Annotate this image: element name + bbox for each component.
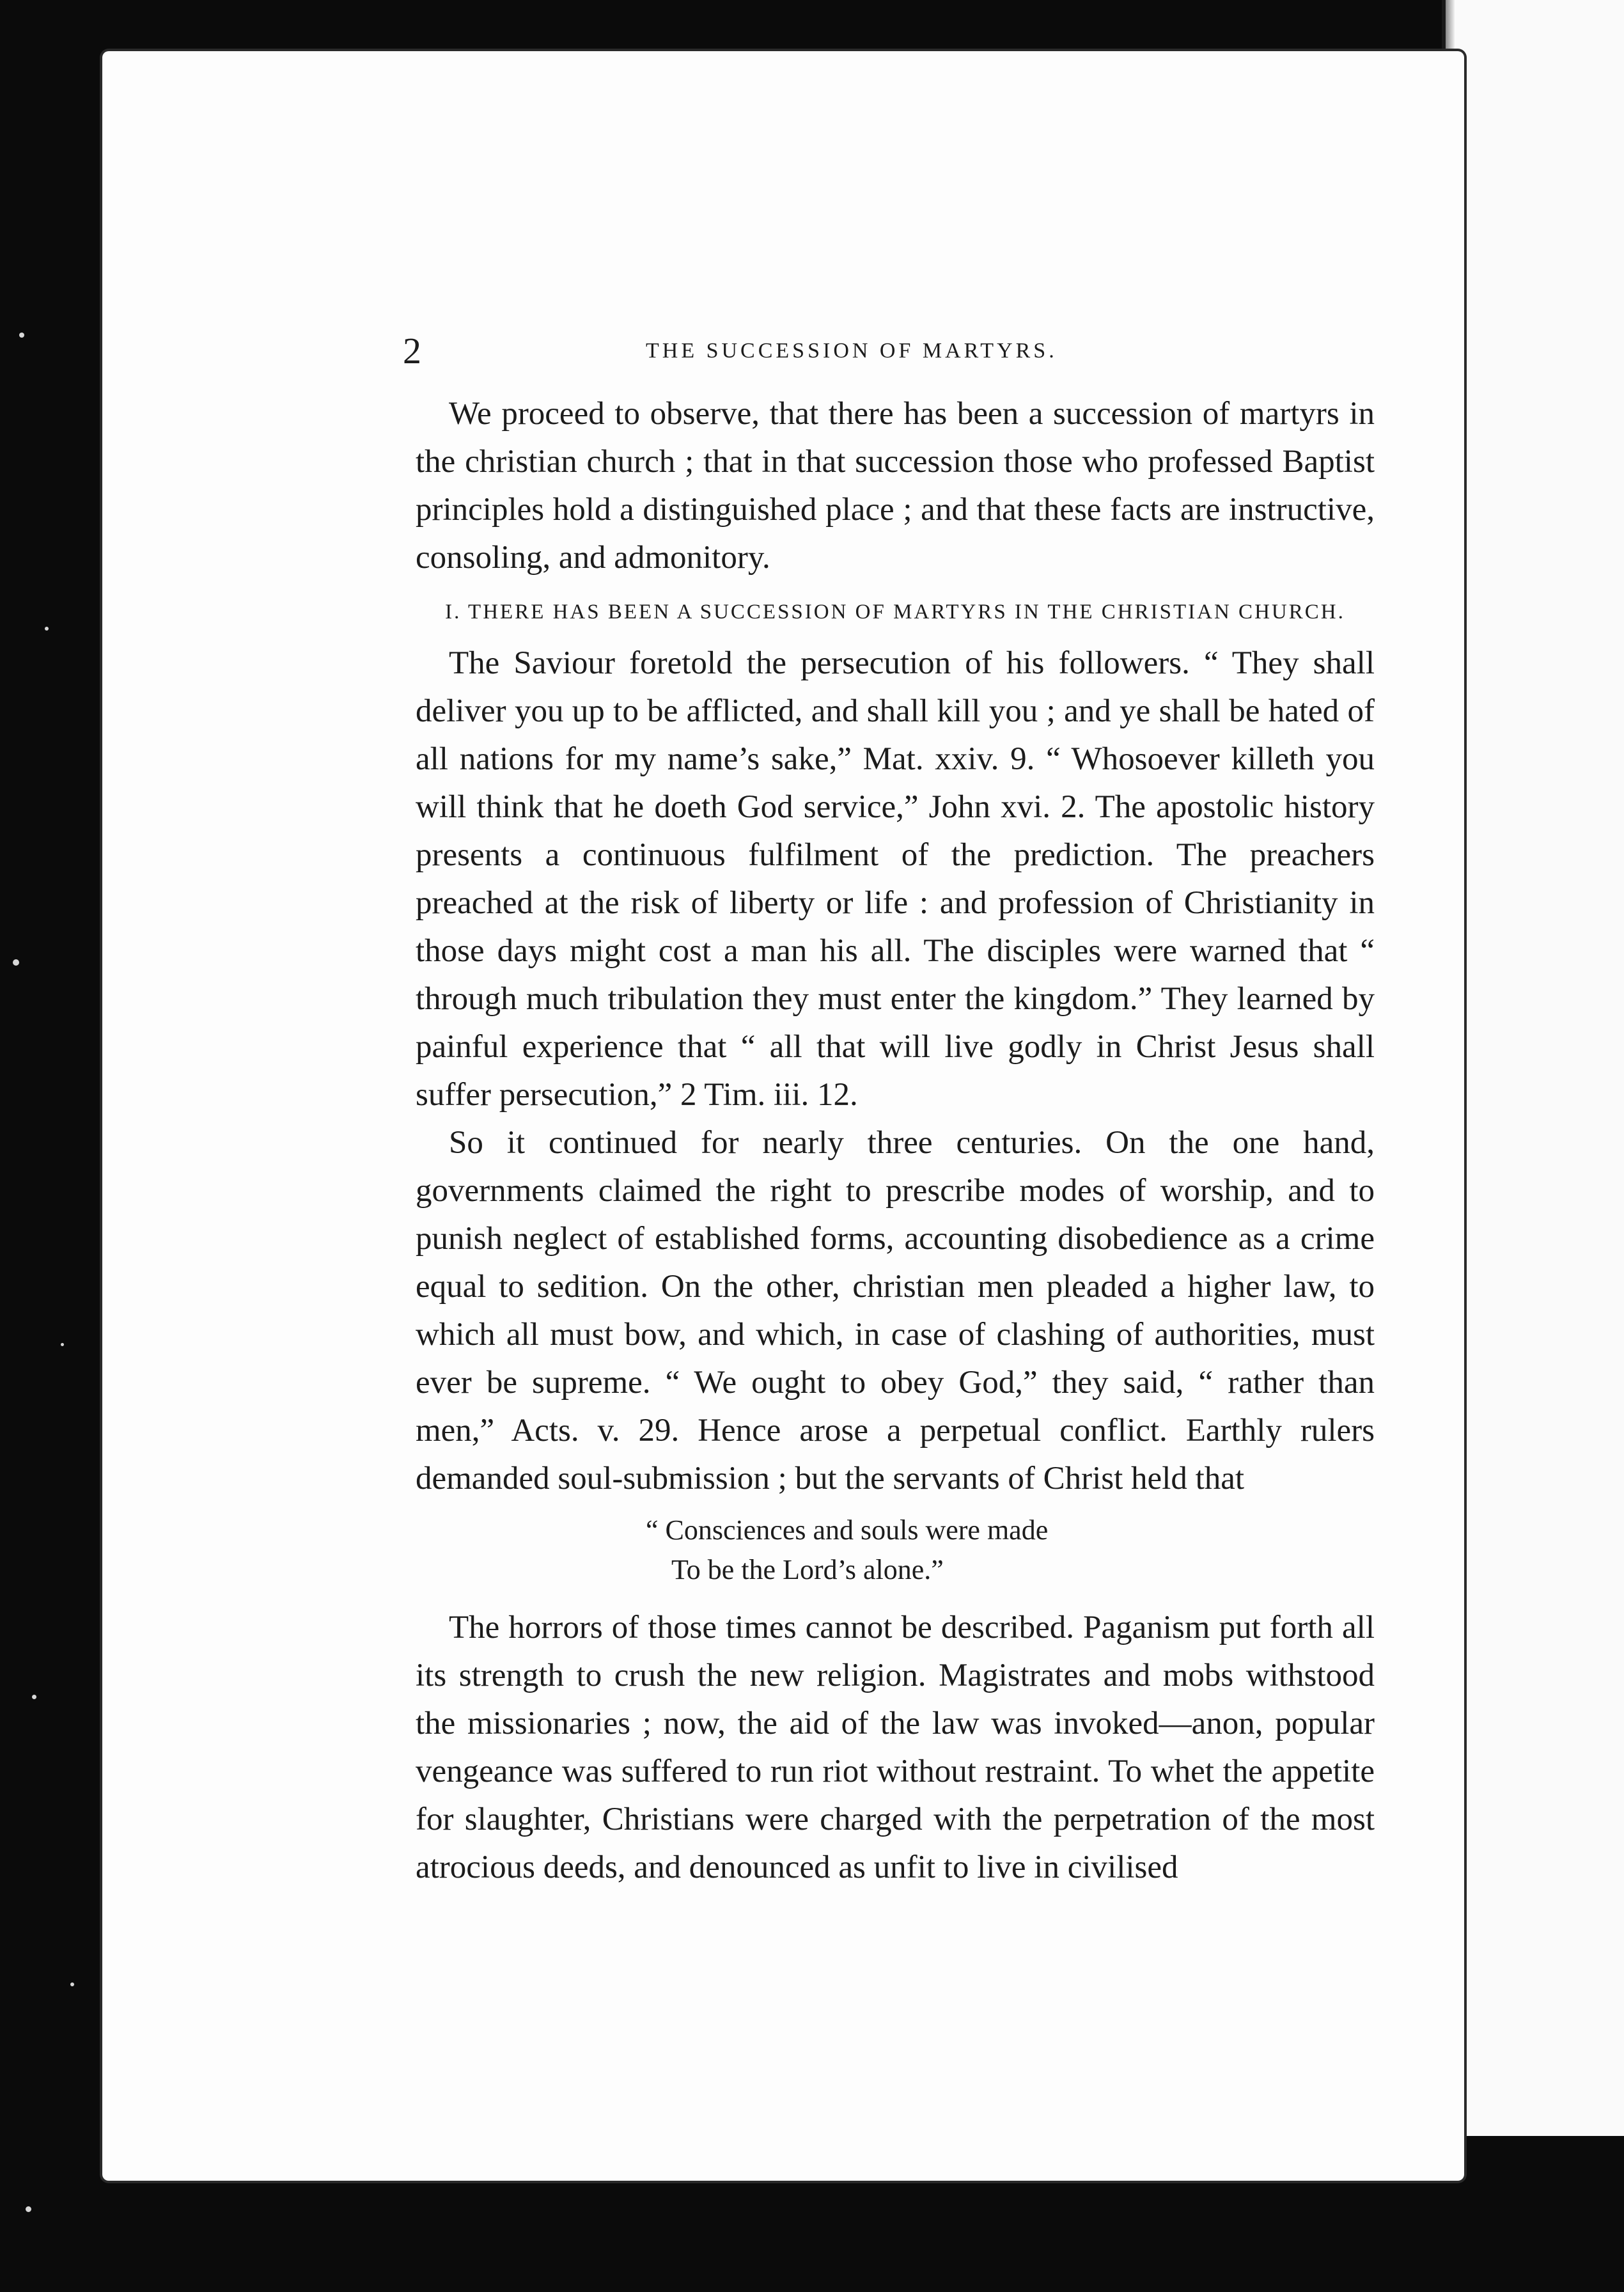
paragraph-3 — [416, 1604, 1375, 1892]
dust-speck — [26, 2206, 31, 2212]
page-number: 2 — [403, 330, 421, 372]
dust-speck — [13, 959, 19, 966]
dust-speck — [32, 1695, 36, 1699]
body-text — [416, 390, 1375, 1892]
running-title: THE SUCCESSION OF MARTYRS. — [646, 339, 1058, 363]
section-heading: I. THERE HAS BEEN A SUCCESSION OF MARTYRS IN THE CHRISTIAN CHURCH. — [445, 600, 1345, 624]
adjacent-page — [1442, 0, 1624, 2136]
book-page — [102, 51, 1464, 2181]
page-content — [301, 294, 1387, 1885]
dust-speck — [61, 1343, 64, 1346]
quote-line-2: To be the Lord’s alone.” — [671, 1554, 944, 1585]
dust-speck — [45, 627, 49, 631]
verse-quote — [646, 1511, 1375, 1590]
paragraph-1 — [416, 640, 1375, 1119]
intro-paragraph-text: We proceed to observe, that there has been a succession of martyrs in the christian church ; that in that succession those who professed Baptist principles hold a distinguished place ; and that these facts are instructive, consoling, and admonitory. — [416, 396, 1375, 576]
intro-paragraph — [416, 390, 1375, 582]
running-head — [301, 294, 1387, 372]
dust-speck — [70, 1982, 74, 1986]
paragraph-2-text: So it continued for nearly three centuries. On the one hand, governments claimed the right to prescribe modes of worship, and to punish neglect of established forms, accounting disobedience as a crime equal to sedition. On the other, christian men pleaded a higher law, to which all must bow, and which, in case of clashing of authorities, must ever be supreme. “ We ought to obey God,” they said, “ rather than men,” Acts. v. 29. Hence arose a perpetual conflict. Earthly rulers demanded soul-submission ; but the servants of Christ held that — [416, 1125, 1375, 1496]
paragraph-1-text: The Saviour foretold the persecution of his followers. “ They shall deliver you up to be afflicted, and shall kill you ; and ye shall be hated of all nations for my name’s sake,” Mat. xxiv. 9. “ Whosoever killeth you will think that he doeth God service,” John xvi. 2. The apostolic history presents a continuous fulfilment of the prediction. The preachers preached at the risk of liberty or life : and profession of Christianity in those days might cost a man his all. The disciples were warned that “ through much tribulation they must enter the kingdom.” They learned by painful experience that “ all that will live godly in Christ Jesus shall suffer persecution,” 2 Tim. iii. 12. — [416, 645, 1375, 1113]
quote-line-1: “ Consciences and souls were made — [646, 1514, 1049, 1546]
paragraph-3-text: The horrors of those times cannot be described. Paganism put forth all its strength to crush the new religion. Magistrates and mobs withstood the missionaries ; now, the aid of the law was invoked—anon, popular vengeance was suffered to run riot without restraint. To whet the appetite for slaughter, Christians were charged with the perpetration of the most atrocious deeds, and denounced as unfit to live in civilised — [416, 1610, 1375, 1885]
dust-speck — [19, 333, 24, 338]
paragraph-2 — [416, 1119, 1375, 1503]
